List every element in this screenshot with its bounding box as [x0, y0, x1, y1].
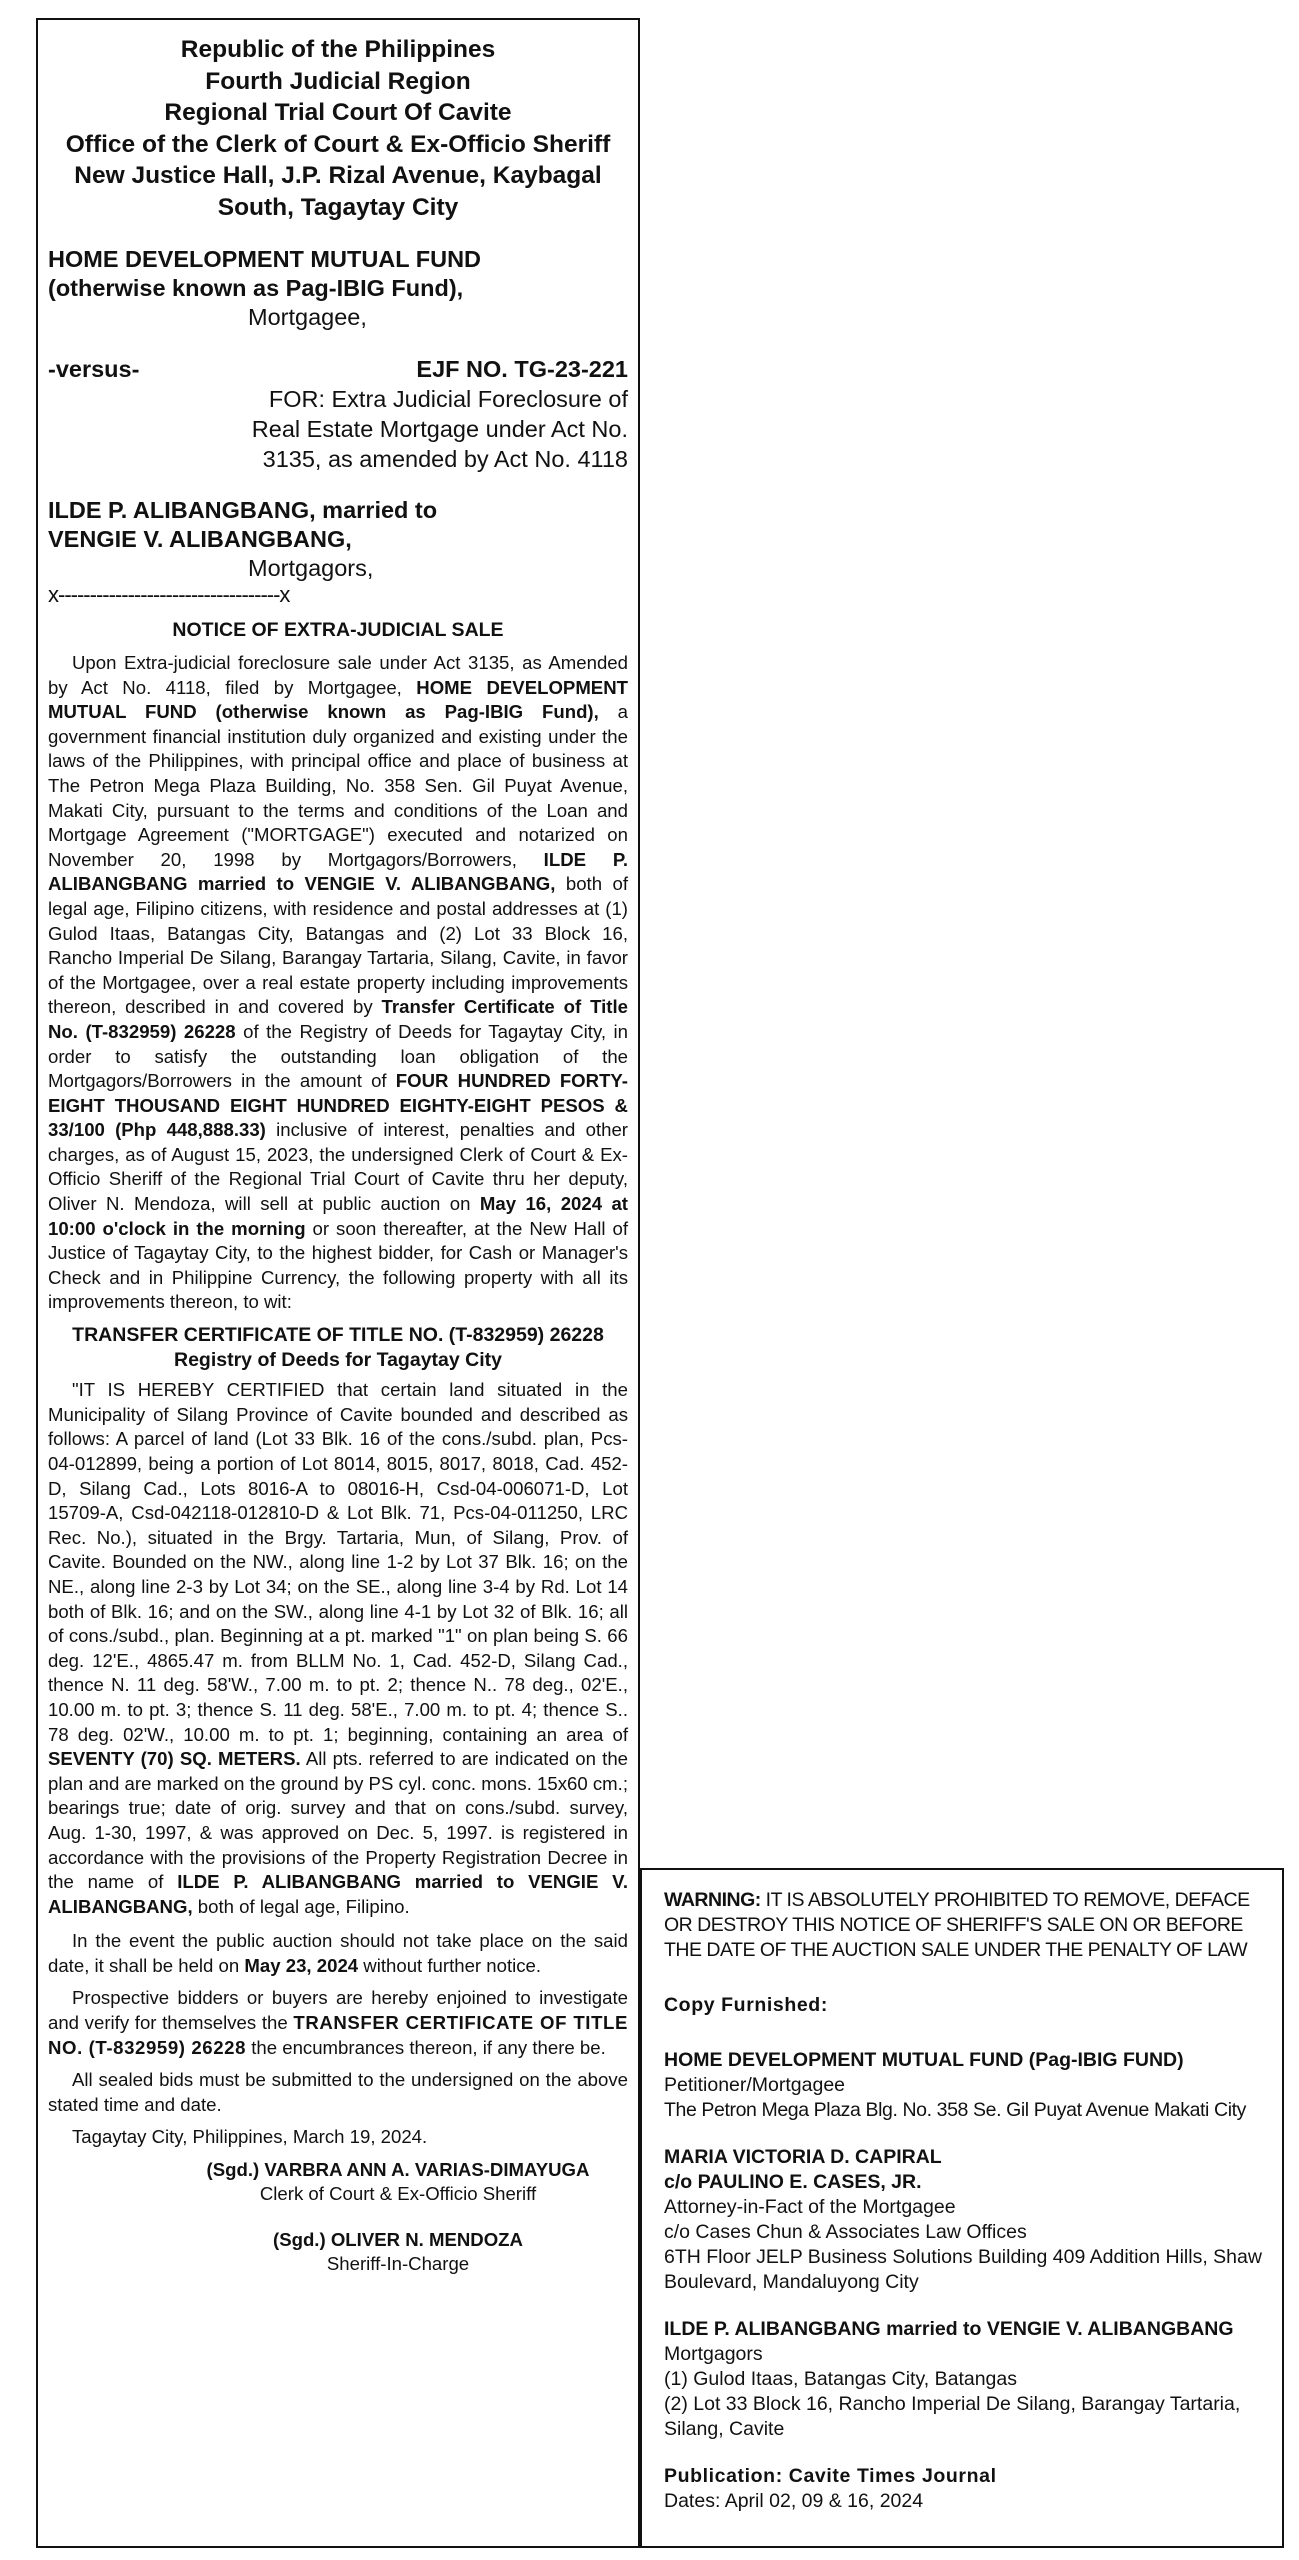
- recipient-attorney: [664, 2145, 1266, 2295]
- notice-date: Tagaytay City, Philippines, March 19, 2024.: [72, 2126, 428, 2148]
- recipient-address: 6TH Floor JELP Business Solutions Building 409 Addition Hills, Shaw Boulevard, Mandaluyong City: [664, 2246, 1262, 2293]
- case-subject-line: 3135, as amended by Act No. 4118: [262, 446, 628, 472]
- notice-paragraph: Upon Extra-judicial foreclosure sale under Act 3135, as Amended by Act No. 4118, filed by Mortgagee, HOME DEVELOPMENT MUTUAL FUND (otherwise known as Pag-IBIG Fund), a government financial institution duly organized and existing under the laws of the Philippines, with principal office and place of business at The Petron Mega Plaza Building, No. 358 Sen. Gil Puyat Avenue, Makati City, pursuant to the terms and conditions of the Loan and Mortgage Agreement ("MORTGAGE") executed and notarized on November 20, 1998 by Mortgagors/Borrowers, ILDE P. ALIBANGBANG married to VENGIE V. ALIBANGBANG, both of legal age, Filipino citizens, with residence and postal addresses at (1) Gulod Itaas, Batangas City, Batangas and (2) Lot 33 Block 16, Rancho Imperial De Silang, Barangay Tartaria, Silang, Cavite, in favor of the Mortgagee, over a real estate property including improvements thereon, described in and covered by Transfer Certificate of Title No. (T-832959) 26228 of the Registry of Deeds for Tagaytay City, in order to satisfy the outstanding loan obligation of the Mortgagors/Borrowers in the amount of FOUR HUNDRED FORTY-EIGHT THOUSAND EIGHT HUNDRED EIGHTY-EIGHT PESOS & 33/100 (Php 448,888.33) inclusive of interest, penalties and other charges, as of August 15, 2023, the undersigned Clerk of Court & Ex-Officio Sheriff of the Regional Trial Court of Cavite thru her deputy, Oliver N. Mendoza, will sell at public auction on May 16, 2024 at 10:00 o'clock in the morning or soon thereafter, at the New Hall of Justice of Tagaytay City, to the highest bidder, for Cash or Manager's Check and in Philippine Currency, the following property with all its improvements thereon, to wit:: [48, 652, 629, 1313]
- signature-clerk: [48, 2158, 628, 2206]
- recipient-name: HOME DEVELOPMENT MUTUAL FUND (Pag-IBIG FUND): [664, 2049, 1184, 2071]
- signature-sheriff: [48, 2228, 628, 2276]
- case-subject-line: Real Estate Mortgage under Act No.: [251, 416, 628, 442]
- notice-paragraph: In the event the public auction should not take place on the said date, it shall be held on May 23, 2024 without further notice.: [48, 1930, 628, 1976]
- recipient-address: The Petron Mega Plaza Blg. No. 358 Se. Gil Puyat Avenue Makati City: [664, 2099, 1246, 2121]
- header-line: Regional Trial Court Of Cavite: [164, 99, 512, 126]
- case-number: EJF NO. TG-23-221: [416, 356, 628, 382]
- recipient-name: MARIA VICTORIA D. CAPIRAL: [664, 2146, 942, 2168]
- mortgagors-name: ILDE P. ALIBANGBANG, married to: [48, 497, 438, 523]
- publication-info: [664, 2464, 1266, 2514]
- signatory-title: Sheriff-In-Charge: [326, 2253, 470, 2275]
- mortgagee-role: Mortgagee,: [248, 304, 367, 330]
- tct-heading-line: Registry of Deeds for Tagaytay City: [174, 1348, 502, 1371]
- header-line: Republic of the Philippines: [180, 36, 496, 63]
- copy-furnished-label: Copy Furnished:: [664, 1994, 828, 2016]
- versus-row: [48, 354, 628, 384]
- case-caption: [48, 245, 628, 607]
- header-line: Fourth Judicial Region: [205, 67, 471, 95]
- notice-paragraph: Prospective bidders or buyers are hereby enjoined to investigate and verify for themselves the TRANSFER CERTIFICATE OF TITLE NO. (T-832959) 26228 the encumbrances thereon, if any there be.: [48, 1987, 628, 2058]
- publication-dates: Dates: April 02, 09 & 16, 2024: [664, 2490, 924, 2512]
- recipient-name: ILDE P. ALIBANGBANG married to VENGIE V. ALIBANGBANG: [664, 2318, 1234, 2340]
- tct-heading: [48, 1323, 628, 1372]
- header-line: Office of the Clerk of Court & Ex-Officio Sheriff: [65, 130, 611, 158]
- bottom-border: [36, 2546, 1284, 2548]
- recipient-mortgagors: [664, 2317, 1266, 2442]
- recipient-role: Attorney-in-Fact of the Mortgagee: [664, 2196, 956, 2218]
- recipient-address: (2) Lot 33 Block 16, Rancho Imperial De Silang, Barangay Tartaria, Silang, Cavite: [664, 2393, 1241, 2440]
- property-description: "IT IS HEREBY CERTIFIED that certain land situated in the Municipality of Silang Province of Cavite bounded and described as follows: A parcel of land (Lot 33 Blk. 16 of the cons./subd. plan, Pcs-04-012899, being a portion of Lot 8014, 8015, 8017, 8018, Cad. 452-D, Silang Cad., Lots 8016-A to 08016-H, Csd-04-006071-D, Lot 15709-A, Csd-042118-012810-D & Lot Blk. 71, Pcs-04-011250, LRC Rec. No.), situated in the Brgy. Tartaria, Mun, of Silang, Prov. of Cavite. Bounded on the NW., along line 1-2 by Lot 37 Blk. 16; on the NE., along line 2-3 by Lot 34; on the SE., along line 3-4 by Rd. Lot 14 both of Blk. 16; and on the SW., along line 4-1 by Lot 32 of Blk. 16; all of cons./subd., plan. Beginning at a pt. marked "1" on plan being S. 66 deg. 12'E., 4865.47 m. from BLLM No. 1, Cad. 452-D, Silang Cad., thence N. 11 deg. 58'W., 7.00 m. to pt. 2; thence N.. 78 deg., 02'E., 10.00 m. to pt. 3; thence S. 11 deg. 58'E., 7.00 m. to pt. 4; thence S.. 78 deg. 02'W., 10.00 m. to pt. 1; beginning, containing an area of SEVENTY (70) SQ. METERS. All pts. referred to are indicated on the plan and are marked on the ground by PS cyl. conc. mons. 15x60 cm.; bearings true; date of orig. survey and that on cons./subd. survey, Aug. 1-30, 1997, & was approved on Dec. 5, 1997. is registered in accordance with the provisions of the Property Registration Decree in the name of ILDE P. ALIBANGBANG married to VENGIE V. ALIBANGBANG, both of legal age, Filipino.: [48, 1379, 628, 1917]
- header-line: New Justice Hall, J.P. Rizal Avenue, Kaybagal: [74, 162, 602, 189]
- copy-furnished-box: [640, 1868, 1284, 2548]
- recipient-name: c/o PAULINO E. CASES, JR.: [664, 2171, 922, 2193]
- notice-column: [36, 18, 640, 2548]
- caption-separator: x-----------------------------------x: [48, 582, 290, 607]
- warning-notice: WARNING: IT IS ABSOLUTELY PROHIBITED TO REMOVE, DEFACE OR DESTROY THIS NOTICE OF SHERIFF'S SALE ON OR BEFORE THE DATE OF THE AUCTION SALE UNDER THE PENALTY OF LAW: [664, 1889, 1250, 1961]
- mortgagee-name: HOME DEVELOPMENT MUTUAL FUND: [48, 246, 482, 272]
- signatory-title: Clerk of Court & Ex-Officio Sheriff: [259, 2183, 537, 2205]
- versus-label: -versus-: [48, 356, 140, 382]
- notice-title: NOTICE OF EXTRA-JUDICIAL SALE: [172, 619, 504, 641]
- notice-paragraph: All sealed bids must be submitted to the undersigned on the above stated time and date.: [48, 2069, 628, 2115]
- case-subject-line: FOR: Extra Judicial Foreclosure of: [268, 386, 628, 412]
- recipient-address: (1) Gulod Itaas, Batangas City, Batangas: [664, 2368, 1017, 2390]
- recipient-role: Petitioner/Mortgagee: [664, 2074, 846, 2096]
- recipient-org: c/o Cases Chun & Associates Law Offices: [664, 2221, 1027, 2243]
- mortgagors-name: VENGIE V. ALIBANGBANG,: [48, 526, 352, 552]
- recipient-mortgagee: [664, 2048, 1266, 2123]
- publication-name: Publication: Cavite Times Journal: [664, 2465, 997, 2487]
- recipient-role: Mortgagors: [664, 2343, 763, 2365]
- mortgagee-name: (otherwise known as Pag-IBIG Fund),: [48, 275, 464, 301]
- header-line: South, Tagaytay City: [217, 193, 459, 221]
- signatory-name: (Sgd.) VARBRA ANN A. VARIAS-DIMAYUGA: [206, 2159, 590, 2181]
- mortgagors-role: Mortgagors,: [248, 555, 374, 581]
- tct-heading-line: TRANSFER CERTIFICATE OF TITLE NO. (T-832959) 26228: [72, 1324, 604, 1347]
- case-subject: [48, 384, 628, 474]
- court-header: [48, 34, 628, 223]
- signatory-name: (Sgd.) OLIVER N. MENDOZA: [273, 2229, 523, 2251]
